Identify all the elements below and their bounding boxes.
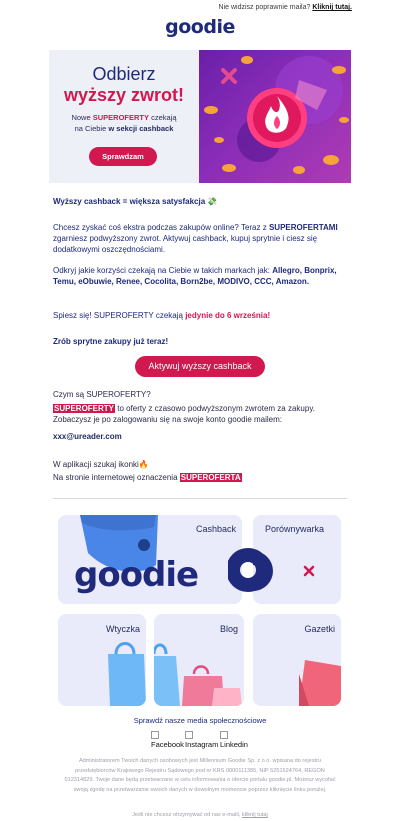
leaflets-card-label: Gazetki <box>304 624 335 634</box>
instagram-link[interactable]: Instagram <box>185 731 218 749</box>
facebook-icon <box>151 731 159 739</box>
instagram-icon <box>185 731 193 739</box>
x-mark-icon <box>223 70 235 82</box>
section-heading: Wyższy cashback = większa satysfakcja 💸 <box>53 197 218 206</box>
plugin-card-label: Wtyczka <box>105 624 140 634</box>
leaflet-icon <box>253 614 341 706</box>
shopping-bag-icon <box>58 614 146 706</box>
blog-card[interactable] <box>154 614 244 706</box>
cashback-card-label: Cashback <box>195 524 236 534</box>
what-are-superoffers-question: Czym są SUPEROFERTY? <box>53 390 151 399</box>
cashback-card[interactable] <box>58 515 242 604</box>
view-in-browser-link[interactable]: Kliknij tutaj. <box>312 4 352 11</box>
hero-title-line1: Odbierz <box>92 64 156 84</box>
divider <box>53 498 347 499</box>
brands-paragraph: Odkryj jakie korzyści czekają na Ciebie w takich markach jak: Allegro, Bonprix, Temu, eObuwie, Renee, Cocolita, Born2be, MODIVO, CCC, Amazon. <box>53 266 337 286</box>
linkedin-icon <box>220 731 228 739</box>
hero-description: Nowe SUPEROFERTY czekają na Ciebie w sekcji cashback <box>71 113 177 133</box>
superoferta-tag: SUPEROFERTA <box>180 473 241 482</box>
legal-footer: Administratorem Twoich danych osobowych jest Millennium Goodie Sp. z o.o. wpisana do rejestru przedsiębiorców Krajowego Rejestru Sądowego pod nr KRS 0000111385, NIP 5251524764, REGON 012314829. Twoje dane będą przetwarzane w celu informowania o ofercie portalu goodie.pl. Możesz wycofać swoją zgodę na przetwarzanie swoich danych w dowolnym momencie poprzez kliknięcie linku poniżej. <box>64 758 336 793</box>
sprawdzam-button[interactable]: Sprawdzam <box>89 147 157 166</box>
superoferty-tag: SUPEROFERTY <box>54 404 115 413</box>
comparison-card-label: Porównywarka <box>265 524 325 534</box>
superoffers-definition: SUPEROFERTY to oferty z czasowo podwyższonym zwrotem za zakupy. Zobaczysz je po zalogowaniu się na swoje konto goodie mailem: <box>53 404 315 424</box>
gift-bags-icon <box>154 614 244 706</box>
hero-banner[interactable] <box>49 50 351 183</box>
shop-now-text: Zrób sprytne zakupy już teraz! <box>53 337 169 346</box>
activate-cashback-button[interactable]: Aktywuj wyższy cashback <box>135 356 265 377</box>
hero-illustration <box>199 50 351 183</box>
hero-title-line2: wyższy zwrot! <box>63 85 185 105</box>
intro-paragraph: Chcesz zyskać coś ekstra podczas zakupów online? Teraz z SUPEROFERTAMI zgarniesz podwyższony zwrot. Aktywuj cashback, kupuj sprytnie i ciesz się dodatkowymi oszczędnościami. <box>53 223 338 254</box>
deadline-paragraph: Spiesz się! SUPEROFERTY czekają jedynie do 6 września! <box>53 311 271 320</box>
facebook-link[interactable]: Facebook <box>151 731 184 749</box>
plugin-card[interactable] <box>58 614 146 706</box>
user-email: xxx@ureader.com <box>53 432 122 441</box>
goodie-wordmark: goodie <box>74 555 199 595</box>
topbar-text: Nie widzisz poprawnie maila? <box>218 4 311 11</box>
social-media-title: Sprawdź nasze media społecznościowe <box>133 716 267 725</box>
topbar <box>219 4 352 11</box>
app-hint: W aplikacji szukaj ikonki🔥 <box>53 460 149 469</box>
unsubscribe-text: Jeśli nie chcesz otrzymywać od nas e-maili, kliknij tutaj <box>132 812 268 818</box>
linkedin-link[interactable]: Linkedin <box>220 731 248 749</box>
goodie-logo[interactable]: goodie <box>165 16 235 38</box>
web-hint: Na stronie internetowej oznaczenia SUPEROFERTA <box>53 473 241 482</box>
unsubscribe-link[interactable]: kliknij tutaj <box>241 812 268 818</box>
goodie-o-icon <box>228 548 268 592</box>
hero-text-panel <box>49 50 199 183</box>
leaflets-card[interactable] <box>253 614 341 706</box>
blog-card-label: Blog <box>219 624 238 634</box>
